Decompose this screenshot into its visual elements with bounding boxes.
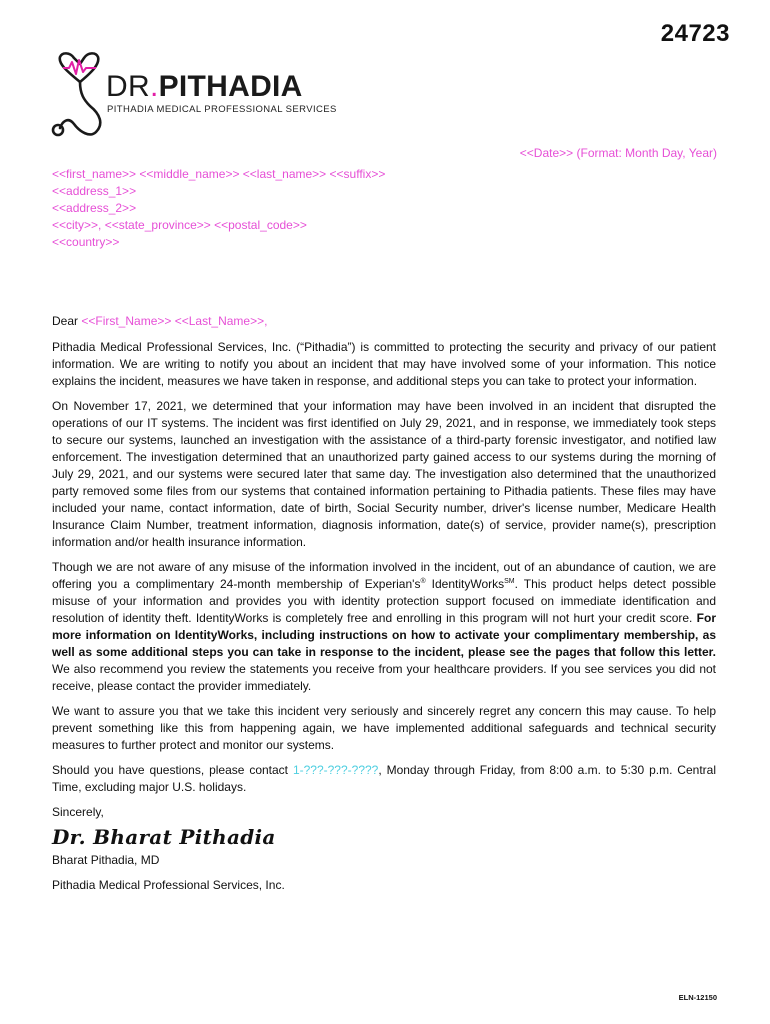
signer-company: Pithadia Medical Professional Services, Inc. bbox=[52, 878, 285, 892]
paragraph-identityworks: Though we are not aware of any misuse of the information involved in the incident, out of an abundance of caution, we are offering you a complimentary 24-month membership of Experian's® IdentityWorks℠. This product helps detect possible misuse of your information and provides you with identity protection support focused on immediate identification and resolution of identity theft. IdentityWorks is completely free and enrolling in this program will not hurt your credit score. For more information on IdentityWorks, including instructions on how to activate your complimentary membership, as well as some additional steps you can take in response to the incident, please see the pages that follow this letter. We also recommend you review the statements you receive from your healthcare providers. If you see services you did not receive, please contact the provider immediately. bbox=[52, 560, 716, 693]
letter-body bbox=[52, 313, 716, 902]
address-city-line: <<city>>, <<state_province>> <<postal_code>> bbox=[52, 218, 307, 232]
paragraph-assurance: We want to assure you that we take this incident very seriously and sincerely regret any concern this may cause. To help prevent something like this from happening again, we have implemented additional safeguards and technical security measures to further protect and monitor our systems. bbox=[52, 704, 716, 752]
logo-tagline: PITHADIA MEDICAL PROFESSIONAL SERVICES bbox=[107, 104, 337, 115]
signer-name: Bharat Pithadia, MD bbox=[52, 853, 160, 867]
date-format-note: (Format: Month Day, Year) bbox=[573, 146, 717, 160]
salutation-name-placeholder: <<First_Name>> <<Last_Name>>, bbox=[81, 314, 268, 328]
date-line bbox=[520, 146, 717, 160]
stethoscope-heart-icon bbox=[50, 52, 110, 138]
document-number: 24723 bbox=[660, 20, 730, 47]
paragraph-incident: On November 17, 2021, we determined that your information may have been involved in an incident that disrupted the operations of our IT systems. The incident was first identified on July 29, 2021, and in response, we immediately took steps to secure our systems, launched an investigation with the assistance of a third-party forensic investigator, and notified law enforcement. The investigation determined that an unauthorized party gained access to our systems during the morning of July 29, 2021, and our systems were secured later that same day. The investigation also determined that the unauthorized party removed some files from our systems that contained information pertaining to Pithadia patients. These files may have included your name, contact information, date of birth, Social Security number, driver's license number, Medicare Health Insurance Claim Number, treatment information, diagnosis information, date(s) of service, provider name(s), prescription information and/or health insurance information. bbox=[52, 399, 716, 549]
address-line-1: <<address_1>> bbox=[52, 184, 137, 198]
salutation: Dear <<First_Name>> <<Last_Name>>, bbox=[52, 314, 268, 328]
footer-code: ELN-12150 bbox=[678, 993, 717, 1002]
address-country-line: <<country>> bbox=[52, 235, 120, 249]
paragraph-contact: Should you have questions, please contact 1-???-???-????, Monday through Friday, from 8:00 a.m. to 5:30 p.m. Central Time, excluding major U.S. holidays. bbox=[52, 763, 716, 794]
address-name-line: <<first_name>> <<middle_name>> <<last_name>> <<suffix>> bbox=[52, 167, 386, 181]
logo bbox=[50, 52, 350, 140]
recipient-address bbox=[52, 166, 385, 251]
logo-wordmark: DR.PITHADIA bbox=[106, 70, 303, 103]
closing-sincerely: Sincerely, bbox=[52, 805, 104, 819]
paragraph-intro: Pithadia Medical Professional Services, Inc. (“Pithadia”) is committed to protecting the security and privacy of our patient information. We are writing to notify you about an incident that may have involved some of your information. This notice explains the incident, measures we have taken in response, and additional steps you can take to protect your information. bbox=[52, 340, 716, 388]
signature: Dr. Bharat Pithadia bbox=[52, 825, 276, 849]
date-placeholder: <<Date>> bbox=[519, 146, 574, 160]
contact-phone-number: 1-???-???-???? bbox=[292, 763, 379, 777]
address-line-2: <<address_2>> bbox=[52, 201, 137, 215]
identityworks-instructions-bold: For more information on IdentityWorks, including instructions on how to activate your complimentary membership, as well as some additional steps you can take in response to the incident, please see the pages that follow this letter. bbox=[52, 611, 716, 659]
